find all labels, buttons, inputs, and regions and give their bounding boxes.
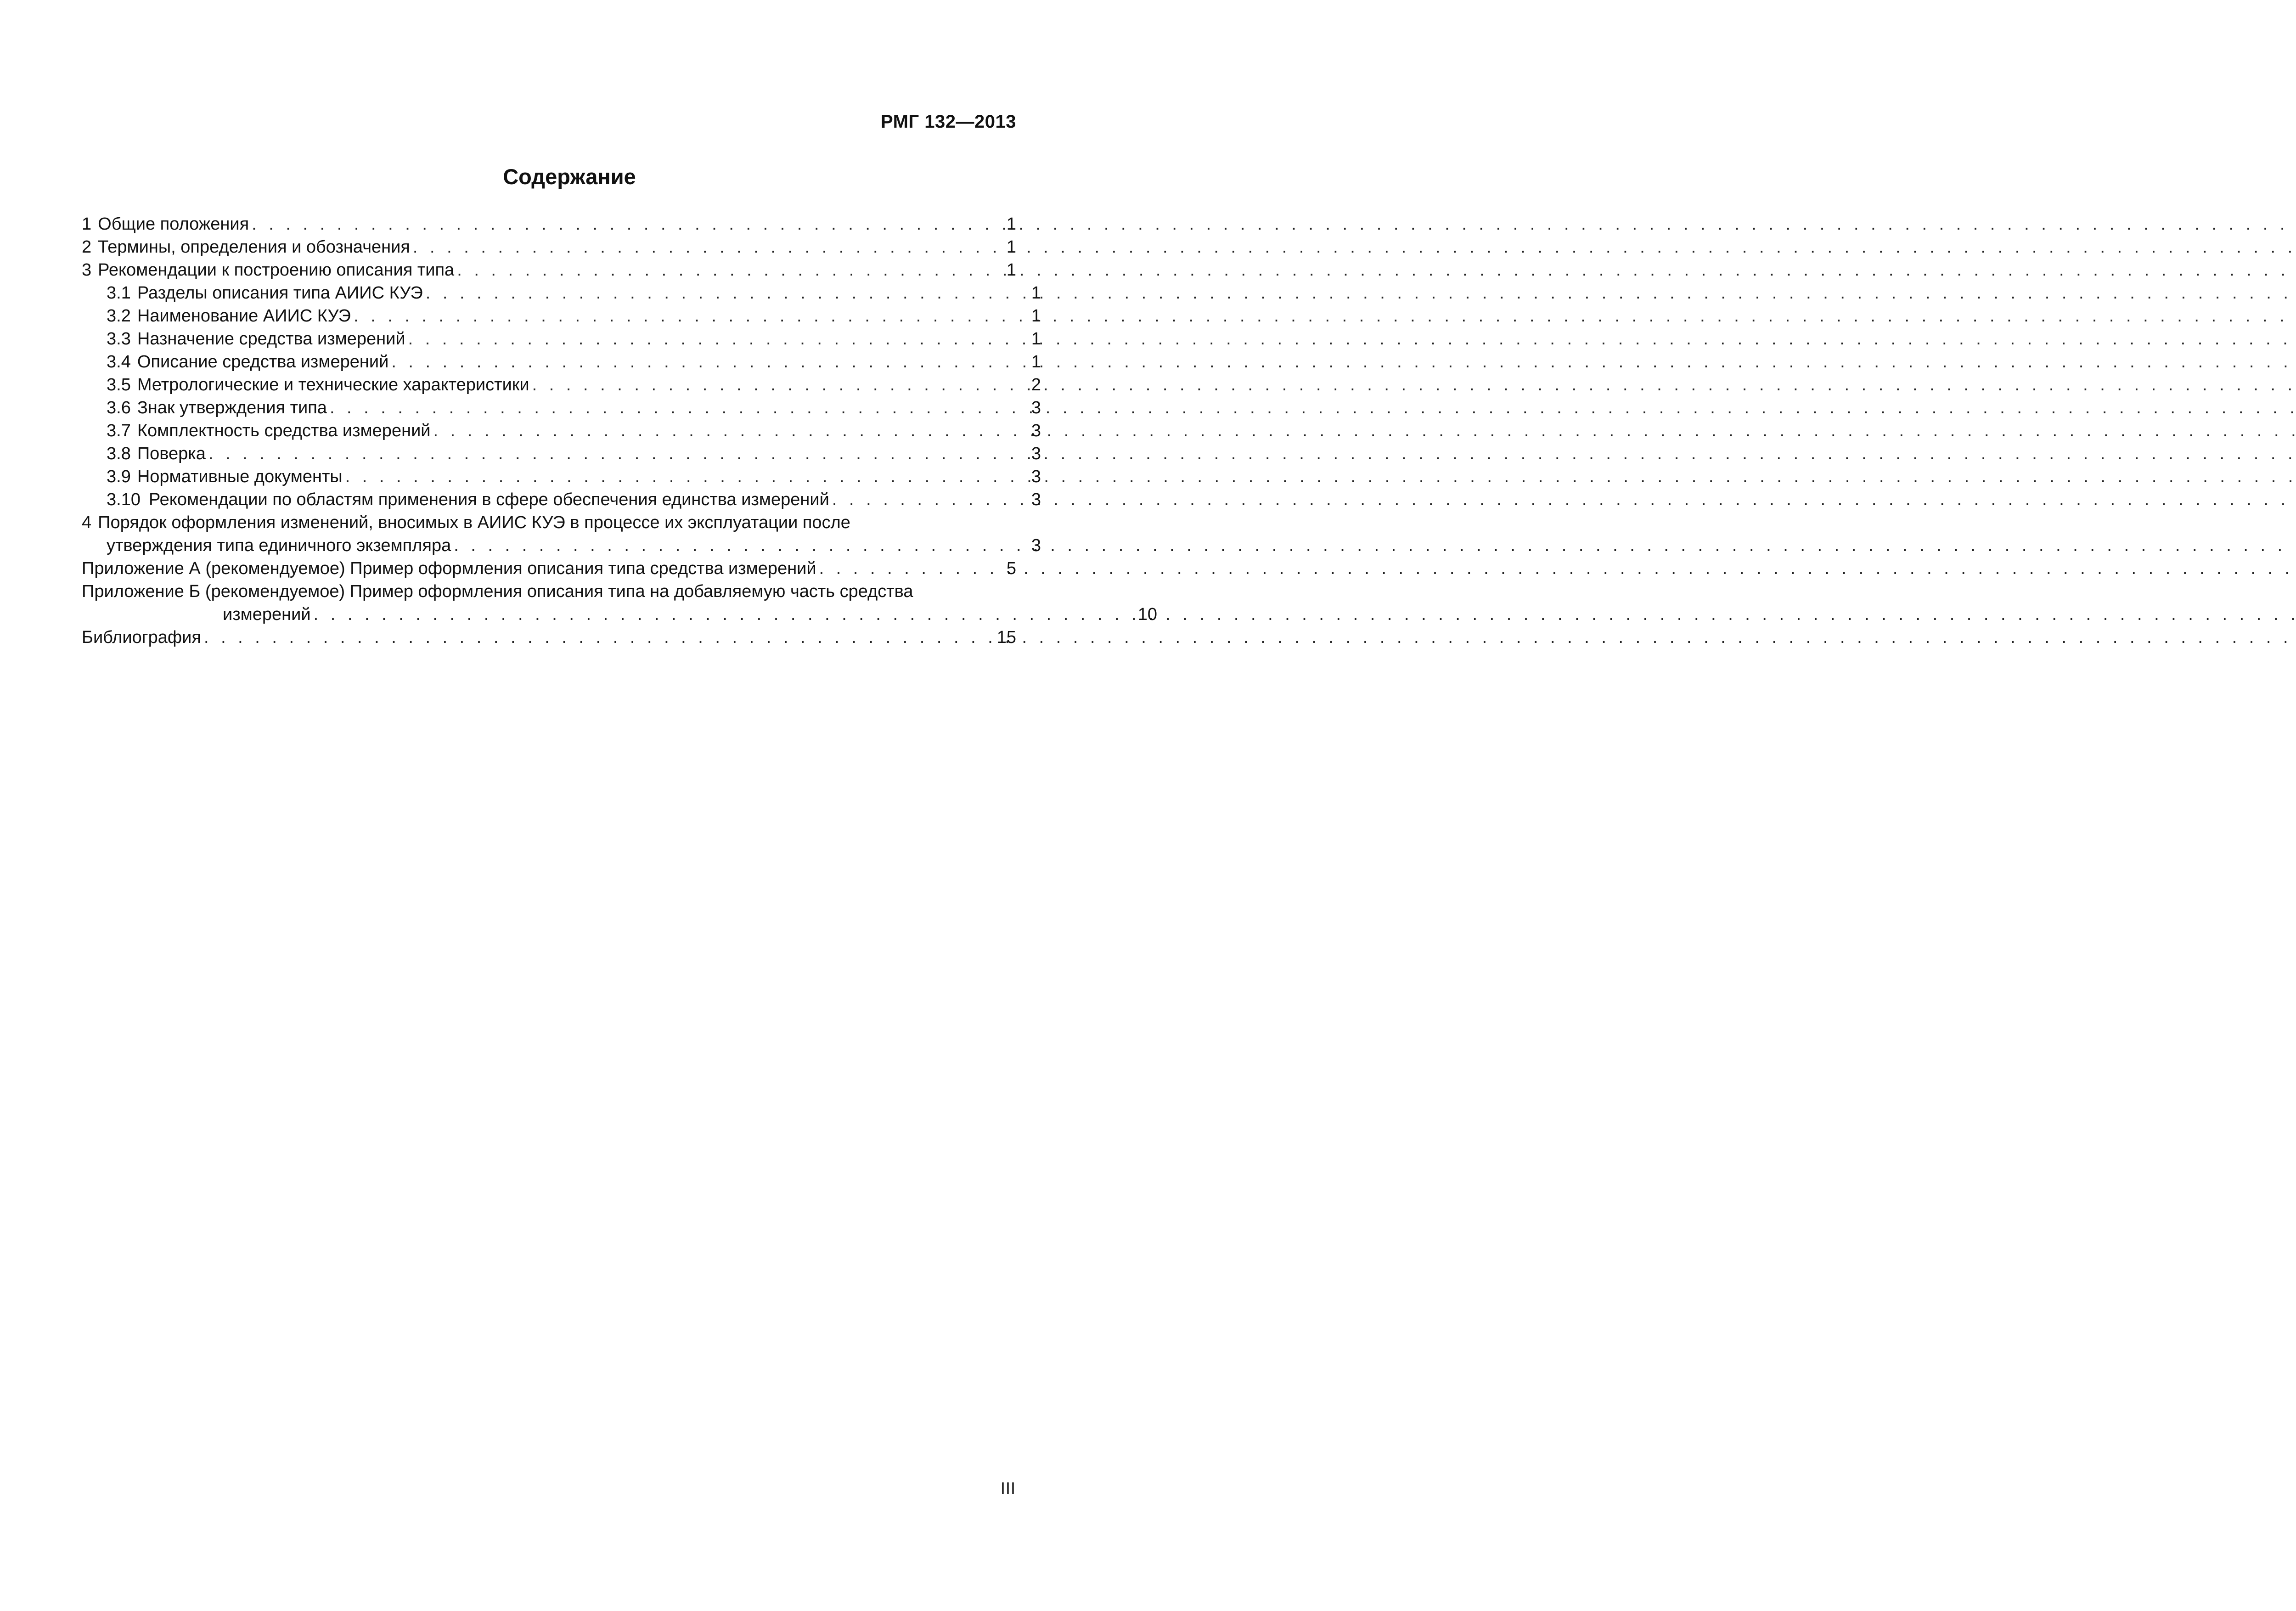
toc-entry-number: 3.9	[107, 467, 131, 486]
dot-leader	[252, 213, 1004, 236]
toc-entry-label: Комплектность средства измерений	[137, 421, 431, 440]
toc-entry[interactable]	[82, 511, 1016, 534]
toc-entry-page: 3	[1031, 467, 1041, 486]
toc-entry-label: Знак утверждения типа	[137, 398, 327, 417]
dot-leader	[457, 259, 1004, 282]
toc-subentry[interactable]	[82, 350, 1041, 373]
toc-subentry[interactable]	[82, 419, 1041, 442]
dot-leader	[832, 488, 1029, 511]
toc-entry-page: 3	[1031, 421, 1041, 440]
toc-title: Содержание	[503, 164, 636, 189]
toc-entry-label-continuation: измерений	[223, 605, 311, 624]
toc-entry-page: 2	[1031, 375, 1041, 394]
toc-entry-number: 3.8	[107, 444, 131, 463]
toc-entry-number: 2	[82, 237, 92, 257]
toc-subentry[interactable]	[82, 304, 1041, 327]
toc-entry-number: 3.10	[107, 490, 141, 509]
toc-bibliography-entry[interactable]	[82, 626, 1016, 649]
toc-entry[interactable]	[82, 213, 1016, 236]
toc-entry-number: 3.4	[107, 352, 131, 372]
toc-entry-page: 3	[1031, 444, 1041, 463]
toc-entry-page: 1	[1006, 237, 1016, 257]
toc-entry-number: 3.3	[107, 329, 131, 349]
toc-entry-label: Нормативные документы	[137, 467, 343, 486]
toc-entry-label: Поверка	[137, 444, 206, 463]
dot-leader	[819, 557, 1004, 580]
toc-entry-page: 1	[1006, 214, 1016, 234]
document-code: РМГ 132—2013	[881, 112, 1016, 132]
dot-leader	[413, 236, 1004, 259]
dot-leader	[204, 626, 994, 649]
table-of-contents	[82, 213, 1157, 649]
toc-entry-label: Общие положения	[98, 214, 249, 234]
dot-leader	[433, 419, 1029, 442]
toc-entry-label: Метрологические и технические характеристики	[137, 375, 529, 394]
toc-entry-continuation[interactable]	[82, 534, 1041, 557]
toc-entry-label: Приложение Б (рекомендуемое) Пример оформления описания типа на добавляемую часть средства	[82, 582, 913, 601]
toc-entry-label: Описание средства измерений	[137, 352, 389, 372]
toc-entry-label-continuation: утверждения типа единичного экземпляра	[107, 536, 451, 555]
toc-subentry[interactable]	[82, 327, 1041, 350]
toc-entry-label: Порядок оформления изменений, вносимых в АИИС КУЭ в процессе их эксплуатации после	[98, 513, 850, 532]
toc-entry-page: 1	[1031, 329, 1041, 349]
dot-leader	[408, 327, 1029, 350]
toc-entry-number: 3	[82, 260, 92, 280]
toc-entry-page: 3	[1031, 490, 1041, 509]
toc-entry-label: Термины, определения и обозначения	[98, 237, 410, 257]
toc-subentry[interactable]	[82, 396, 1041, 419]
toc-entry-continuation[interactable]	[82, 603, 1157, 626]
toc-entry-number: 3.6	[107, 398, 131, 417]
toc-entry-page: 1	[1031, 283, 1041, 303]
dot-leader	[354, 304, 1029, 327]
toc-appendix-entry[interactable]	[82, 580, 1016, 603]
toc-entry-label: Назначение средства измерений	[137, 329, 405, 349]
dot-leader	[391, 350, 1029, 373]
toc-entry-number: 1	[82, 214, 92, 234]
toc-entry-page: 15	[996, 628, 1016, 647]
toc-entry-label: Рекомендации по областям применения в сфере обеспечения единства измерений	[148, 490, 829, 509]
toc-entry-label: Рекомендации к построению описания типа	[98, 260, 455, 280]
toc-entry-page: 3	[1031, 536, 1041, 555]
toc-appendix-entry[interactable]	[82, 557, 1016, 580]
toc-entry-label: Разделы описания типа АИИС КУЭ	[137, 283, 423, 303]
toc-entry-page: 1	[1006, 260, 1016, 280]
toc-entry-number: 3.7	[107, 421, 131, 440]
toc-entry-page: 10	[1137, 605, 1157, 624]
toc-subentry[interactable]	[82, 465, 1041, 488]
dot-leader	[330, 396, 1029, 419]
dot-leader	[454, 534, 1029, 557]
toc-entry-number: 3.5	[107, 375, 131, 394]
dot-leader	[208, 442, 1029, 465]
toc-subentry[interactable]	[82, 373, 1041, 396]
toc-subentry[interactable]	[82, 488, 1041, 511]
toc-entry-number: 4	[82, 513, 92, 532]
toc-entry-label: Приложение А (рекомендуемое) Пример оформления описания типа средства измерений	[82, 559, 816, 578]
dot-leader	[314, 603, 1135, 626]
toc-subentry[interactable]	[82, 442, 1041, 465]
toc-subentry[interactable]	[82, 282, 1041, 304]
toc-entry-page: 5	[1006, 559, 1016, 578]
toc-entry-label: Наименование АИИС КУЭ	[137, 306, 351, 326]
toc-entry[interactable]	[82, 236, 1016, 259]
dot-leader	[345, 465, 1029, 488]
toc-entry-page: 1	[1031, 352, 1041, 372]
dot-leader	[426, 282, 1029, 304]
toc-entry-number: 3.1	[107, 283, 131, 303]
toc-entry-page: 1	[1031, 306, 1041, 326]
toc-entry-label: Библиография	[82, 628, 201, 647]
toc-entry-page: 3	[1031, 398, 1041, 417]
toc-entry-number: 3.2	[107, 306, 131, 326]
toc-entry[interactable]	[82, 259, 1016, 282]
page-number: III	[1000, 1479, 1016, 1498]
dot-leader	[532, 373, 1029, 396]
